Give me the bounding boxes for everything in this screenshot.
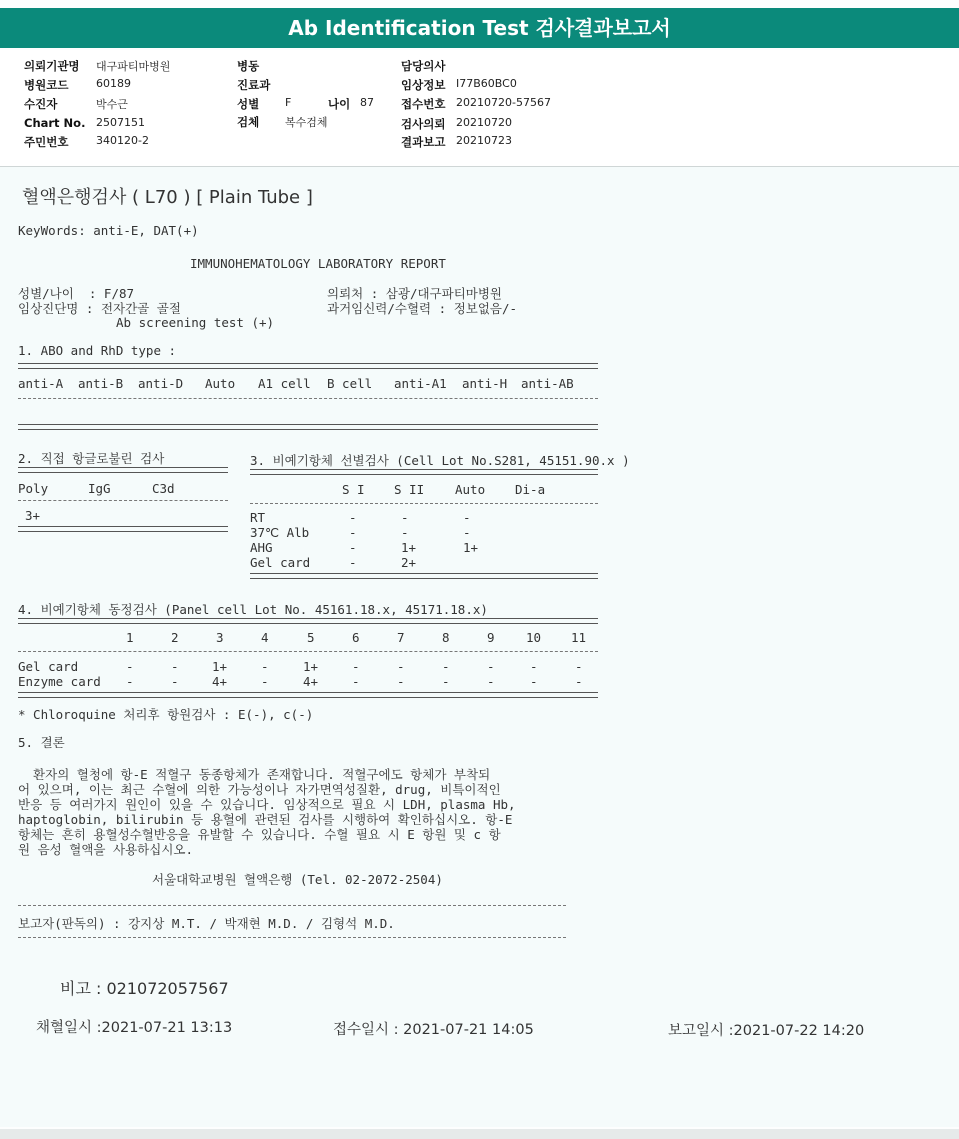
panel-cell: 1+ (303, 659, 319, 674)
divider (18, 651, 598, 652)
screen-cell: - (349, 525, 357, 540)
panel-column-header: 7 (397, 630, 405, 645)
report-heading: 혈액은행검사 ( L70 ) [ Plain Tube ] (22, 187, 313, 208)
screen-cell: 2+ (401, 555, 417, 570)
reported-time: 보고일시 :2021-07-22 14:20 (668, 1023, 865, 1039)
hospital-code-label: 병원코드 (24, 78, 69, 92)
dat-header-igg: IgG (88, 481, 111, 496)
sex-label: 성별 (237, 97, 260, 111)
bottom-strip (0, 1129, 959, 1139)
panel-cell: - (126, 659, 134, 674)
screen-cell: - (401, 510, 409, 525)
divider (18, 618, 598, 624)
divider (18, 937, 566, 938)
divider (250, 503, 598, 504)
chloroquine-note: * Chloroquine 처리후 항원검사 : E(-), c(-) (18, 707, 314, 722)
section-screen-title: 3. 비예기항체 선별검사 (Cell Lot No.S281, 45151.90.x ) (250, 453, 630, 468)
resident-no-label: 주민번호 (24, 135, 69, 149)
panel-cell: - (261, 674, 269, 689)
screen-header-sii: S II (394, 482, 425, 497)
panel-cell: - (530, 659, 538, 674)
specimen-label: 검체 (237, 115, 260, 129)
abo-header-auto: Auto (205, 376, 236, 391)
divider (18, 526, 228, 532)
divider (18, 692, 598, 698)
screen-cell: - (401, 525, 409, 540)
panel-cell: - (487, 674, 495, 689)
conclusion-line: 반응 등 여러가지 원인이 있을 수 있습니다. 임상적으로 필요 시 LDH, plasma Hb, (18, 797, 516, 812)
conclusion-line: 환자의 혈청에 항-E 적혈구 동종항체가 존재합니다. 적혈구에도 항체가 부착되 (18, 767, 491, 782)
screen-header-dia: Di-a (515, 482, 546, 497)
screen-cell: 1+ (401, 540, 417, 555)
clinical-info-value: I77B60BC0 (456, 77, 517, 90)
panel-cell: - (261, 659, 269, 674)
conclusion-line: 어 있으며, 이는 최근 수혈에 의한 가능성이나 자가면역성질환, drug, 비특이적인 (18, 782, 501, 797)
report-title-bar (0, 8, 959, 48)
received-time: 접수일시 : 2021-07-21 14:05 (333, 1022, 534, 1038)
abo-header-anti-a: anti-A (18, 376, 64, 391)
age-label: 나이 (328, 97, 351, 111)
accession-no-value: 20210720-57567 (456, 96, 551, 109)
panel-row-label: Gel card (18, 659, 79, 674)
section-dat-title: 2. 직접 항글로불린 검사 (18, 451, 165, 466)
panel-cell: - (575, 674, 583, 689)
divider (250, 469, 598, 475)
screen-cell: - (463, 510, 471, 525)
request-date-label: 검사의뢰 (401, 117, 446, 131)
abo-header-bcell: B cell (327, 376, 373, 391)
divider (18, 467, 228, 473)
panel-cell: - (442, 674, 450, 689)
panel-cell: - (575, 659, 583, 674)
screen-cell: - (349, 540, 357, 555)
referrer-line: 의뢰처 : 삼광/대구파티마병원 (327, 286, 503, 301)
collected-time: 채혈일시 :2021-07-21 13:13 (36, 1020, 233, 1036)
patient-header (0, 50, 959, 167)
abo-header-anti-a1: anti-A1 (394, 376, 447, 391)
lab-title: IMMUNOHEMATOLOGY LABORATORY REPORT (190, 256, 446, 271)
report-date-label: 결과보고 (401, 135, 446, 149)
abo-header-anti-ab: anti-AB (521, 376, 574, 391)
panel-cell: 4+ (303, 674, 319, 689)
history-line: 과거임신력/수혈력 : 정보없음/- (327, 301, 518, 316)
screen-row-label: RT (250, 510, 266, 525)
conclusion-line: haptoglobin, bilirubin 등 용혈에 관련된 검사를 시행하여 확인하십시오. 항-E (18, 812, 513, 827)
divider (18, 363, 598, 369)
diagnosis-line: 임상진단명 : 전자간골 골절 (18, 301, 181, 316)
divider (18, 424, 598, 430)
sex-age-line: 성별/나이 : F/87 (18, 286, 135, 301)
screen-cell: - (463, 525, 471, 540)
hospital-contact: 서울대학교병원 혈액은행 (Tel. 02-2072-2504) (152, 872, 443, 887)
panel-column-header: 1 (126, 630, 134, 645)
panel-row-label: Enzyme card (18, 674, 101, 689)
conclusion-line: 원 음성 혈액을 사용하십시오. (18, 842, 194, 857)
panel-column-header: 11 (571, 630, 587, 645)
patient-name-value: 박수근 (96, 98, 128, 111)
panel-cell: - (171, 659, 179, 674)
dat-header-c3d: C3d (152, 481, 175, 496)
accession-no-label: 접수번호 (401, 97, 446, 111)
panel-column-header: 5 (307, 630, 315, 645)
panel-cell: - (126, 674, 134, 689)
report-title: Ab Identification Test 검사결과보고서 (288, 16, 671, 40)
panel-cell: - (442, 659, 450, 674)
resident-no-value: 340120-2 (96, 134, 149, 147)
screen-cell: - (349, 555, 357, 570)
panel-cell: - (530, 674, 538, 689)
chart-no-value: 2507151 (96, 116, 145, 129)
screen-row-label: Gel card (250, 555, 311, 570)
screen-header-auto: Auto (455, 482, 486, 497)
dat-header-poly: Poly (18, 481, 49, 496)
panel-column-header: 6 (352, 630, 360, 645)
section-abo-title: 1. ABO and RhD type : (18, 343, 177, 358)
ward-label: 병동 (237, 59, 260, 73)
hospital-name-label: 의뢰기관명 (24, 59, 80, 73)
abo-header-a1cell: A1 cell (258, 376, 311, 391)
diagnosis-line-2: Ab screening test (+) (116, 315, 275, 330)
keywords: KeyWords: anti-E, DAT(+) (18, 223, 199, 238)
section-conclusion-title: 5. 결론 (18, 735, 65, 750)
age-value: 87 (360, 96, 374, 109)
panel-column-header: 4 (261, 630, 269, 645)
patient-name-label: 수진자 (24, 97, 58, 111)
section-panel-title: 4. 비예기항체 동정검사 (Panel cell Lot No. 45161.18.x, 45171.18.x) (18, 602, 488, 617)
panel-cell: - (352, 674, 360, 689)
specimen-value: 복수검체 (285, 116, 328, 129)
screen-header-si: S I (342, 482, 365, 497)
dept-label: 진료과 (237, 78, 271, 92)
panel-cell: - (397, 659, 405, 674)
reporters-line: 보고자(판독의) : 강지상 M.T. / 박재현 M.D. / 김형석 M.D. (18, 916, 395, 931)
screen-cell: - (349, 510, 357, 525)
hospital-name-value: 대구파티마병원 (96, 60, 171, 73)
abo-header-anti-h: anti-H (462, 376, 508, 391)
hospital-code-value: 60189 (96, 77, 131, 90)
panel-column-header: 9 (487, 630, 495, 645)
screen-row-label: 37℃ Alb (250, 525, 310, 540)
panel-cell: - (171, 674, 179, 689)
chart-no-label: Chart No. (24, 116, 86, 130)
abo-header-anti-b: anti-B (78, 376, 124, 391)
panel-column-header: 8 (442, 630, 450, 645)
clinical-info-label: 임상정보 (401, 78, 446, 92)
panel-cell: - (397, 674, 405, 689)
screen-cell: 1+ (463, 540, 479, 555)
divider (18, 905, 566, 906)
panel-cell: - (487, 659, 495, 674)
screen-row-label: AHG (250, 540, 273, 555)
panel-column-header: 2 (171, 630, 179, 645)
panel-cell: - (352, 659, 360, 674)
divider (250, 573, 598, 579)
sex-value: F (285, 96, 292, 109)
report-date-value: 20210723 (456, 134, 512, 147)
panel-cell: 1+ (212, 659, 228, 674)
conclusion-line: 항체는 흔히 용혈성수혈반응을 유발할 수 있습니다. 수혈 필요 시 E 항원 및 c 항 (18, 827, 501, 842)
abo-header-anti-d: anti-D (138, 376, 184, 391)
panel-column-header: 3 (216, 630, 224, 645)
doctor-label: 담당의사 (401, 59, 446, 73)
divider (18, 500, 228, 501)
panel-column-header: 10 (526, 630, 542, 645)
note-line: 비고 : 021072057567 (60, 979, 229, 998)
divider (18, 398, 598, 399)
dat-value-poly: 3+ (25, 508, 41, 523)
panel-cell: 4+ (212, 674, 228, 689)
request-date-value: 20210720 (456, 116, 512, 129)
